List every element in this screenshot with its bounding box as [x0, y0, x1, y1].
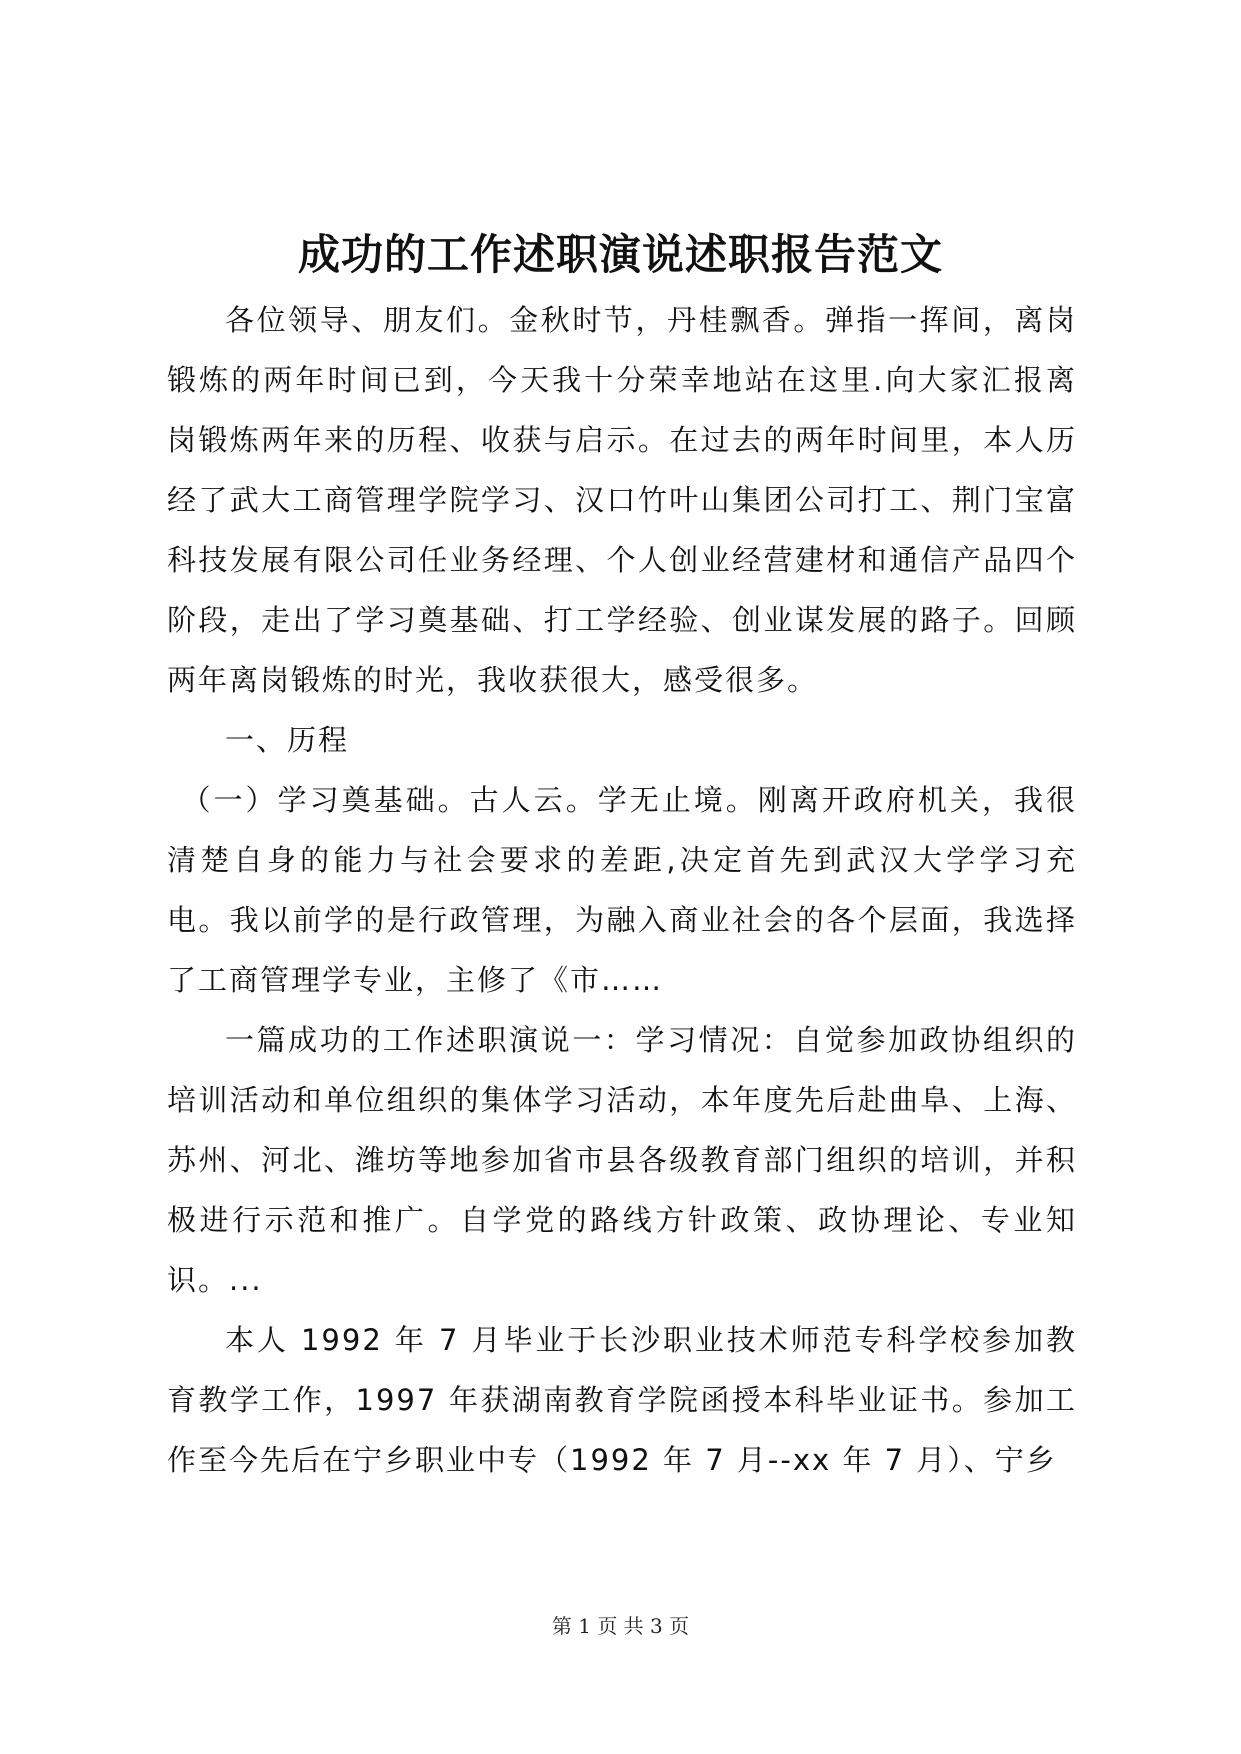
document-title: 成功的工作述职演说述职报告范文 — [297, 230, 943, 279]
paragraph-personal-history: 本人 1992 年 7 月毕业于长沙职业技术师范专科学校参加教育教学工作，1997 年获湖南教育学院函授本科毕业证书。参加工作至今先后在宁乡职业中专（1992 年 7 月--xx 年 7 月）、宁乡 — [167, 1323, 1077, 1477]
paragraph-study-situation: 一篇成功的工作述职演说一：学习情况：自觉参加政协组织的培训活动和单位组织的集体学习活动，本年度先后赴曲阜、上海、苏州、河北、潍坊等地参加省市县各级教育部门组织的培训，并积极进行示范和推广。自学党的路线方针政策、政协理论、专业知识。... — [167, 1023, 1077, 1297]
paragraph-intro: 各位领导、朋友们。金秋时节，丹桂飘香。弹指一挥间，离岗锻炼的两年时间已到，今天我十分荣幸地站在这里.向大家汇报离岗锻炼两年来的历程、收获与启示。在过去的两年时间里，本人历经了武大工商管理学院学习、汉口竹叶山集团公司打工、荆门宝富科技发展有限公司任业务经理、个人创业经营建材和通信产品四个阶段，走出了学习奠基础、打工学经验、创业谋发展的路子。回顾两年离岗锻炼的时光，我收获很大，感受很多。 — [167, 303, 1077, 697]
page-number-footer: 第 1 页 共 3 页 — [551, 1614, 690, 1638]
section-heading-history: 一、历程 — [225, 723, 350, 757]
paragraph-study: （一）学习奠基础。古人云。学无止境。刚离开政府机关，我很清楚自身的能力与社会要求的差距,决定首先到武汉大学学习充电。我以前学的是行政管理，为融入商业社会的各个层面，我选择了工商管理学专业，主修了《市…… — [167, 783, 1077, 997]
document-body — [167, 290, 1077, 1490]
